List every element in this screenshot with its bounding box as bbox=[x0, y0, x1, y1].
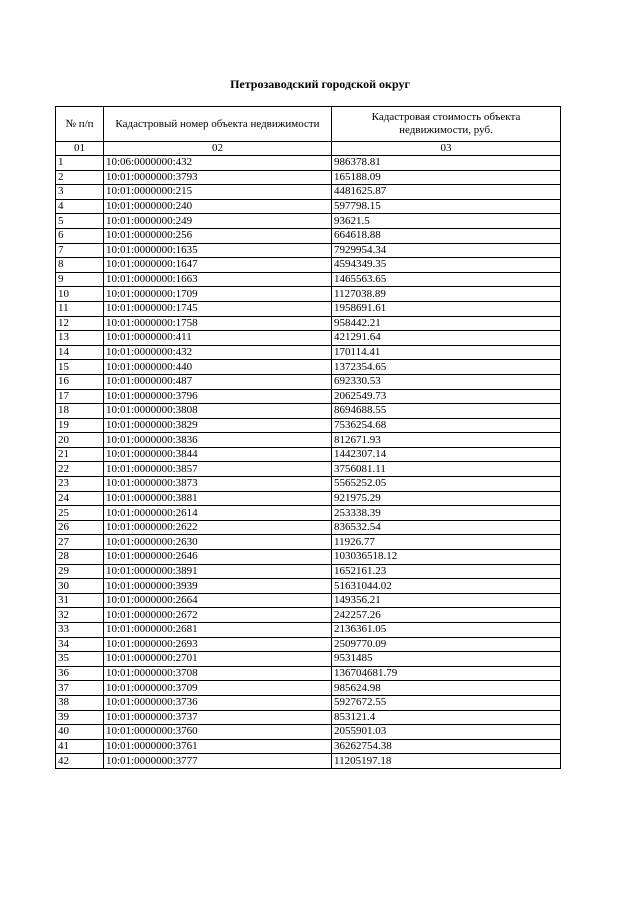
cell-row-number: 14 bbox=[56, 345, 104, 360]
cell-row-number: 38 bbox=[56, 695, 104, 710]
table-row bbox=[56, 535, 561, 550]
cell-row-number: 15 bbox=[56, 360, 104, 375]
table-row bbox=[56, 389, 561, 404]
cell-row-number: 35 bbox=[56, 652, 104, 667]
cell-row-number: 31 bbox=[56, 593, 104, 608]
cell-row-number: 19 bbox=[56, 418, 104, 433]
table-row bbox=[56, 301, 561, 316]
cell-cadastral-number: 10:01:0000000:3737 bbox=[104, 710, 332, 725]
cell-row-number: 9 bbox=[56, 272, 104, 287]
cell-row-number: 17 bbox=[56, 389, 104, 404]
cell-cadastral-value: 985624.98 bbox=[332, 681, 561, 696]
cell-row-number: 13 bbox=[56, 331, 104, 346]
cell-row-number: 18 bbox=[56, 404, 104, 419]
header-cadastral-number: Кадастровый номер объекта недвижимости bbox=[104, 107, 332, 142]
cell-row-number: 37 bbox=[56, 681, 104, 696]
cell-cadastral-value: 1442307.14 bbox=[332, 447, 561, 462]
cell-cadastral-value: 5565252.05 bbox=[332, 477, 561, 492]
cell-cadastral-number: 10:06:0000000:432 bbox=[104, 156, 332, 171]
cell-cadastral-number: 10:01:0000000:1663 bbox=[104, 272, 332, 287]
cell-cadastral-value: 664618.88 bbox=[332, 228, 561, 243]
cell-cadastral-number: 10:01:0000000:3760 bbox=[104, 725, 332, 740]
cell-cadastral-value: 2055901.03 bbox=[332, 725, 561, 740]
table-row bbox=[56, 243, 561, 258]
cell-row-number: 33 bbox=[56, 623, 104, 638]
cell-cadastral-value: 1465563.65 bbox=[332, 272, 561, 287]
table-row bbox=[56, 520, 561, 535]
cell-cadastral-number: 10:01:0000000:3761 bbox=[104, 739, 332, 754]
table-row bbox=[56, 404, 561, 419]
cell-cadastral-value: 3756081.11 bbox=[332, 462, 561, 477]
header-cadastral-value: Кадастровая стоимость объекта недвижимости, руб. bbox=[332, 107, 561, 142]
table-row bbox=[56, 331, 561, 346]
cell-row-number: 26 bbox=[56, 520, 104, 535]
table-row bbox=[56, 652, 561, 667]
table-row bbox=[56, 156, 561, 171]
table-row bbox=[56, 608, 561, 623]
cell-row-number: 27 bbox=[56, 535, 104, 550]
cell-row-number: 39 bbox=[56, 710, 104, 725]
table-row bbox=[56, 681, 561, 696]
cell-cadastral-value: 253338.39 bbox=[332, 506, 561, 521]
table-row bbox=[56, 287, 561, 302]
table-row bbox=[56, 462, 561, 477]
cell-cadastral-number: 10:01:0000000:249 bbox=[104, 214, 332, 229]
header-row bbox=[56, 107, 561, 142]
cell-cadastral-number: 10:01:0000000:3844 bbox=[104, 447, 332, 462]
cell-row-number: 29 bbox=[56, 564, 104, 579]
cell-cadastral-number: 10:01:0000000:3796 bbox=[104, 389, 332, 404]
cell-cadastral-value: 2062549.73 bbox=[332, 389, 561, 404]
cell-cadastral-number: 10:01:0000000:3736 bbox=[104, 695, 332, 710]
table-row bbox=[56, 593, 561, 608]
cell-cadastral-value: 242257.26 bbox=[332, 608, 561, 623]
column-code: 03 bbox=[332, 142, 561, 156]
cell-cadastral-number: 10:01:0000000:3709 bbox=[104, 681, 332, 696]
table-row bbox=[56, 637, 561, 652]
cell-row-number: 32 bbox=[56, 608, 104, 623]
cell-cadastral-value: 836532.54 bbox=[332, 520, 561, 535]
table-row bbox=[56, 477, 561, 492]
cell-cadastral-number: 10:01:0000000:215 bbox=[104, 185, 332, 200]
cell-cadastral-number: 10:01:0000000:3777 bbox=[104, 754, 332, 769]
cell-cadastral-value: 36262754.38 bbox=[332, 739, 561, 754]
column-code: 02 bbox=[104, 142, 332, 156]
cell-cadastral-value: 421291.64 bbox=[332, 331, 561, 346]
cell-cadastral-number: 10:01:0000000:1745 bbox=[104, 301, 332, 316]
cell-row-number: 28 bbox=[56, 550, 104, 565]
table-row bbox=[56, 316, 561, 331]
cell-row-number: 34 bbox=[56, 637, 104, 652]
cell-row-number: 4 bbox=[56, 199, 104, 214]
table-row bbox=[56, 185, 561, 200]
cell-row-number: 10 bbox=[56, 287, 104, 302]
cell-cadastral-value: 170114.41 bbox=[332, 345, 561, 360]
table-row bbox=[56, 506, 561, 521]
cell-cadastral-value: 7536254.68 bbox=[332, 418, 561, 433]
cell-cadastral-number: 10:01:0000000:3857 bbox=[104, 462, 332, 477]
cell-cadastral-value: 4594349.35 bbox=[332, 258, 561, 273]
cell-cadastral-number: 10:01:0000000:1709 bbox=[104, 287, 332, 302]
page-title: Петрозаводский городской округ bbox=[230, 77, 410, 91]
cell-cadastral-number: 10:01:0000000:3881 bbox=[104, 491, 332, 506]
table-row bbox=[56, 447, 561, 462]
cell-cadastral-value: 921975.29 bbox=[332, 491, 561, 506]
table-row bbox=[56, 623, 561, 638]
cell-cadastral-number: 10:01:0000000:2681 bbox=[104, 623, 332, 638]
cell-cadastral-value: 812671.93 bbox=[332, 433, 561, 448]
column-code: 01 bbox=[56, 142, 104, 156]
cell-cadastral-value: 11205197.18 bbox=[332, 754, 561, 769]
cell-cadastral-number: 10:01:0000000:256 bbox=[104, 228, 332, 243]
cell-cadastral-value: 692330.53 bbox=[332, 374, 561, 389]
cell-cadastral-value: 958442.21 bbox=[332, 316, 561, 331]
cell-cadastral-number: 10:01:0000000:2614 bbox=[104, 506, 332, 521]
cell-cadastral-number: 10:01:0000000:440 bbox=[104, 360, 332, 375]
cell-cadastral-value: 51631044.02 bbox=[332, 579, 561, 594]
cell-row-number: 16 bbox=[56, 374, 104, 389]
cell-row-number: 30 bbox=[56, 579, 104, 594]
cell-row-number: 41 bbox=[56, 739, 104, 754]
table-row bbox=[56, 345, 561, 360]
table-row bbox=[56, 418, 561, 433]
cell-cadastral-number: 10:01:0000000:3873 bbox=[104, 477, 332, 492]
column-codes-row bbox=[56, 142, 561, 156]
cell-cadastral-value: 11926.77 bbox=[332, 535, 561, 550]
table-row bbox=[56, 199, 561, 214]
cell-row-number: 6 bbox=[56, 228, 104, 243]
cell-cadastral-value: 986378.81 bbox=[332, 156, 561, 171]
cell-cadastral-value: 1127038.89 bbox=[332, 287, 561, 302]
cell-cadastral-value: 4481625.87 bbox=[332, 185, 561, 200]
table-row bbox=[56, 695, 561, 710]
table-body bbox=[56, 156, 561, 769]
cell-cadastral-number: 10:01:0000000:432 bbox=[104, 345, 332, 360]
table-row bbox=[56, 170, 561, 185]
cell-row-number: 1 bbox=[56, 156, 104, 171]
table-row bbox=[56, 228, 561, 243]
cell-cadastral-value: 597798.15 bbox=[332, 199, 561, 214]
cell-cadastral-value: 103036518.12 bbox=[332, 550, 561, 565]
cell-cadastral-number: 10:01:0000000:2672 bbox=[104, 608, 332, 623]
cell-cadastral-number: 10:01:0000000:2646 bbox=[104, 550, 332, 565]
cell-cadastral-number: 10:01:0000000:240 bbox=[104, 199, 332, 214]
cell-row-number: 20 bbox=[56, 433, 104, 448]
table-row bbox=[56, 710, 561, 725]
cell-cadastral-number: 10:01:0000000:1647 bbox=[104, 258, 332, 273]
cell-row-number: 36 bbox=[56, 666, 104, 681]
cell-row-number: 8 bbox=[56, 258, 104, 273]
cell-row-number: 24 bbox=[56, 491, 104, 506]
cadastral-value-table bbox=[55, 106, 561, 769]
table-row bbox=[56, 214, 561, 229]
cell-cadastral-number: 10:01:0000000:3808 bbox=[104, 404, 332, 419]
cell-row-number: 40 bbox=[56, 725, 104, 740]
cell-cadastral-number: 10:01:0000000:3708 bbox=[104, 666, 332, 681]
cell-row-number: 21 bbox=[56, 447, 104, 462]
cell-cadastral-value: 8694688.55 bbox=[332, 404, 561, 419]
table-row bbox=[56, 725, 561, 740]
cell-cadastral-number: 10:01:0000000:3939 bbox=[104, 579, 332, 594]
table-row bbox=[56, 272, 561, 287]
cell-cadastral-number: 10:01:0000000:2693 bbox=[104, 637, 332, 652]
table-row bbox=[56, 739, 561, 754]
cell-cadastral-value: 2509770.09 bbox=[332, 637, 561, 652]
cell-cadastral-number: 10:01:0000000:3829 bbox=[104, 418, 332, 433]
cell-cadastral-number: 10:01:0000000:1635 bbox=[104, 243, 332, 258]
cell-cadastral-number: 10:01:0000000:3891 bbox=[104, 564, 332, 579]
cell-row-number: 22 bbox=[56, 462, 104, 477]
table-row bbox=[56, 579, 561, 594]
cell-row-number: 23 bbox=[56, 477, 104, 492]
table-row bbox=[56, 550, 561, 565]
cell-cadastral-value: 7929954.34 bbox=[332, 243, 561, 258]
cell-row-number: 42 bbox=[56, 754, 104, 769]
cell-cadastral-number: 10:01:0000000:2622 bbox=[104, 520, 332, 535]
cell-row-number: 3 bbox=[56, 185, 104, 200]
table-row bbox=[56, 374, 561, 389]
cell-cadastral-value: 853121.4 bbox=[332, 710, 561, 725]
header-row-number: № п/п bbox=[56, 107, 104, 142]
cell-cadastral-number: 10:01:0000000:1758 bbox=[104, 316, 332, 331]
cell-cadastral-value: 2136361.05 bbox=[332, 623, 561, 638]
cell-cadastral-value: 1372354.65 bbox=[332, 360, 561, 375]
cell-cadastral-value: 1958691.61 bbox=[332, 301, 561, 316]
cell-cadastral-number: 10:01:0000000:2701 bbox=[104, 652, 332, 667]
cell-cadastral-value: 93621.5 bbox=[332, 214, 561, 229]
cell-row-number: 2 bbox=[56, 170, 104, 185]
cell-row-number: 7 bbox=[56, 243, 104, 258]
cell-cadastral-value: 5927672.55 bbox=[332, 695, 561, 710]
table-row bbox=[56, 258, 561, 273]
table-row bbox=[56, 754, 561, 769]
cell-cadastral-value: 136704681.79 bbox=[332, 666, 561, 681]
cell-cadastral-number: 10:01:0000000:3793 bbox=[104, 170, 332, 185]
cell-cadastral-number: 10:01:0000000:2630 bbox=[104, 535, 332, 550]
cell-cadastral-number: 10:01:0000000:411 bbox=[104, 331, 332, 346]
cell-cadastral-number: 10:01:0000000:3836 bbox=[104, 433, 332, 448]
cell-cadastral-value: 9531485 bbox=[332, 652, 561, 667]
table-row bbox=[56, 360, 561, 375]
table-row bbox=[56, 564, 561, 579]
cell-cadastral-value: 1652161.23 bbox=[332, 564, 561, 579]
cell-row-number: 25 bbox=[56, 506, 104, 521]
table-row bbox=[56, 666, 561, 681]
cell-cadastral-value: 165188.09 bbox=[332, 170, 561, 185]
table-row bbox=[56, 433, 561, 448]
cell-cadastral-value: 149356.21 bbox=[332, 593, 561, 608]
cell-cadastral-number: 10:01:0000000:2664 bbox=[104, 593, 332, 608]
table-row bbox=[56, 491, 561, 506]
cell-cadastral-number: 10:01:0000000:487 bbox=[104, 374, 332, 389]
cell-row-number: 5 bbox=[56, 214, 104, 229]
cell-row-number: 12 bbox=[56, 316, 104, 331]
cell-row-number: 11 bbox=[56, 301, 104, 316]
